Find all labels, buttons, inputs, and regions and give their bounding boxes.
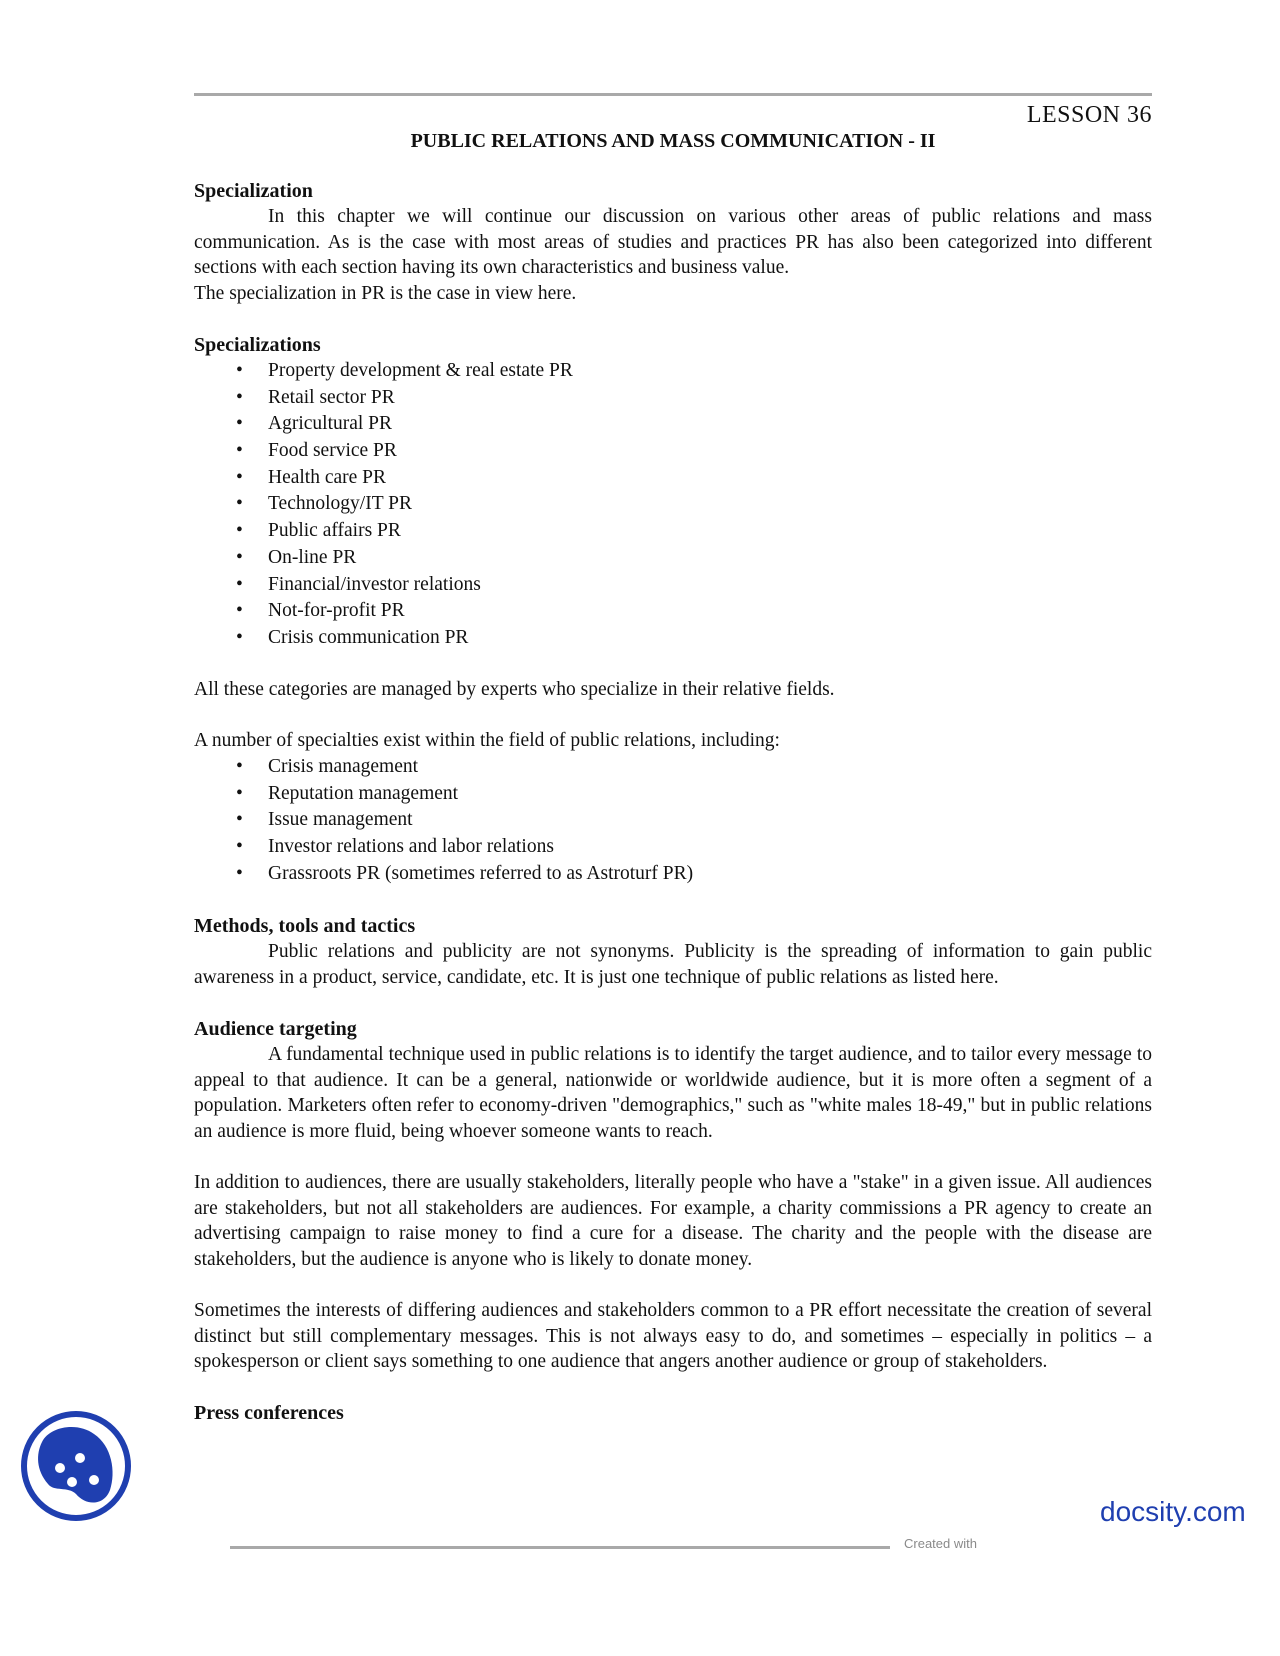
list-item: • On-line PR (194, 545, 1152, 572)
list-item: • Issue management (194, 807, 1152, 834)
list-item: • Health care PR (194, 465, 1152, 492)
audience-paragraph-1: A fundamental technique used in public relations is to identify the target audience, and to tailor every message to appeal to that audience. It can be a general, nationwide or worldwide audience, but it is more often a segment of a population. Marketers often refer to economy-driven "demographics," such as "white males 18-49," but in public relations an audience is more fluid, being whoever someone wants to reach. (194, 1043, 1152, 1142)
list-item: • Grassroots PR (sometimes referred to as Astroturf PR) (194, 861, 1152, 888)
list-item: • Food service PR (194, 438, 1152, 465)
methods-paragraph: Public relations and publicity are not synonyms. Publicity is the spreading of information to gain public awareness in a product, service, candidate, etc. It is just one technique of public relations as listed here. (194, 941, 1152, 988)
section-heading-methods: Methods, tools and tactics (194, 915, 416, 938)
lesson-number: LESSON 36 (1026, 102, 1152, 128)
section-heading-audience: Audience targeting (194, 1017, 357, 1040)
docsity-brand-link[interactable]: docsity.com (1100, 1496, 1246, 1527)
specialties-intro: A number of specialties exist within the field of public relations, including: (194, 730, 780, 752)
list-item: • Retail sector PR (194, 385, 1152, 412)
audience-paragraph-3: Sometimes the interests of differing audiences and stakeholders common to a PR effort necessitate the creation of several distinct but still complementary messages. This is not always easy to do, and sometimes – especially in politics – a spokesperson or client says something to one audience that angers another audience or group of stakeholders. (194, 1299, 1152, 1373)
audience-paragraph-2: In addition to audiences, there are usually stakeholders, literally people who have a "stake" in a given issue. All audiences are stakeholders, but not all stakeholders are audiences. For example, a charity commissions a PR agency to create an advertising campaign to raise money to find a cure for a disease. The charity and the people with the disease are stakeholders, but the audience is anyone who is likely to donate money. (194, 1171, 1152, 1270)
list-item: • Crisis communication PR (194, 625, 1152, 652)
bottom-rule (230, 1546, 890, 1549)
specialization-paragraph: In this chapter we will continue our discussion on various other areas of public relations and mass communication. As is the case with most areas of studies and practices PR has also been categorized into different sections with each section having its own characteristics and business value. (194, 206, 1152, 279)
docsity-logo-icon (20, 1410, 132, 1522)
section-heading-press: Press conferences (194, 1402, 344, 1425)
categories-note: All these categories are managed by experts who specialize in their relative fields. (194, 679, 835, 701)
list-item: • Technology/IT PR (194, 491, 1152, 518)
specialization-note: The specialization in PR is the case in view here. (194, 282, 577, 304)
list-item: • Property development & real estate PR (194, 358, 1152, 385)
list-item: • Agricultural PR (194, 411, 1152, 438)
document-body (194, 178, 1152, 1426)
section-heading-specialization: Specialization (194, 180, 313, 202)
list-item: • Financial/investor relations (194, 572, 1152, 599)
list-item: • Investor relations and labor relations (194, 834, 1152, 861)
list-item: • Reputation management (194, 781, 1152, 808)
specialties-list (194, 754, 1152, 888)
list-item: • Crisis management (194, 754, 1152, 781)
document-title: PUBLIC RELATIONS AND MASS COMMUNICATION - II (410, 130, 936, 152)
section-heading-specializations: Specializations (194, 333, 321, 356)
list-item: • Not-for-profit PR (194, 598, 1152, 625)
specializations-list (194, 358, 1152, 652)
list-item: • Public affairs PR (194, 518, 1152, 545)
created-with-label: Created with (904, 1536, 977, 1551)
top-rule (194, 93, 1152, 96)
